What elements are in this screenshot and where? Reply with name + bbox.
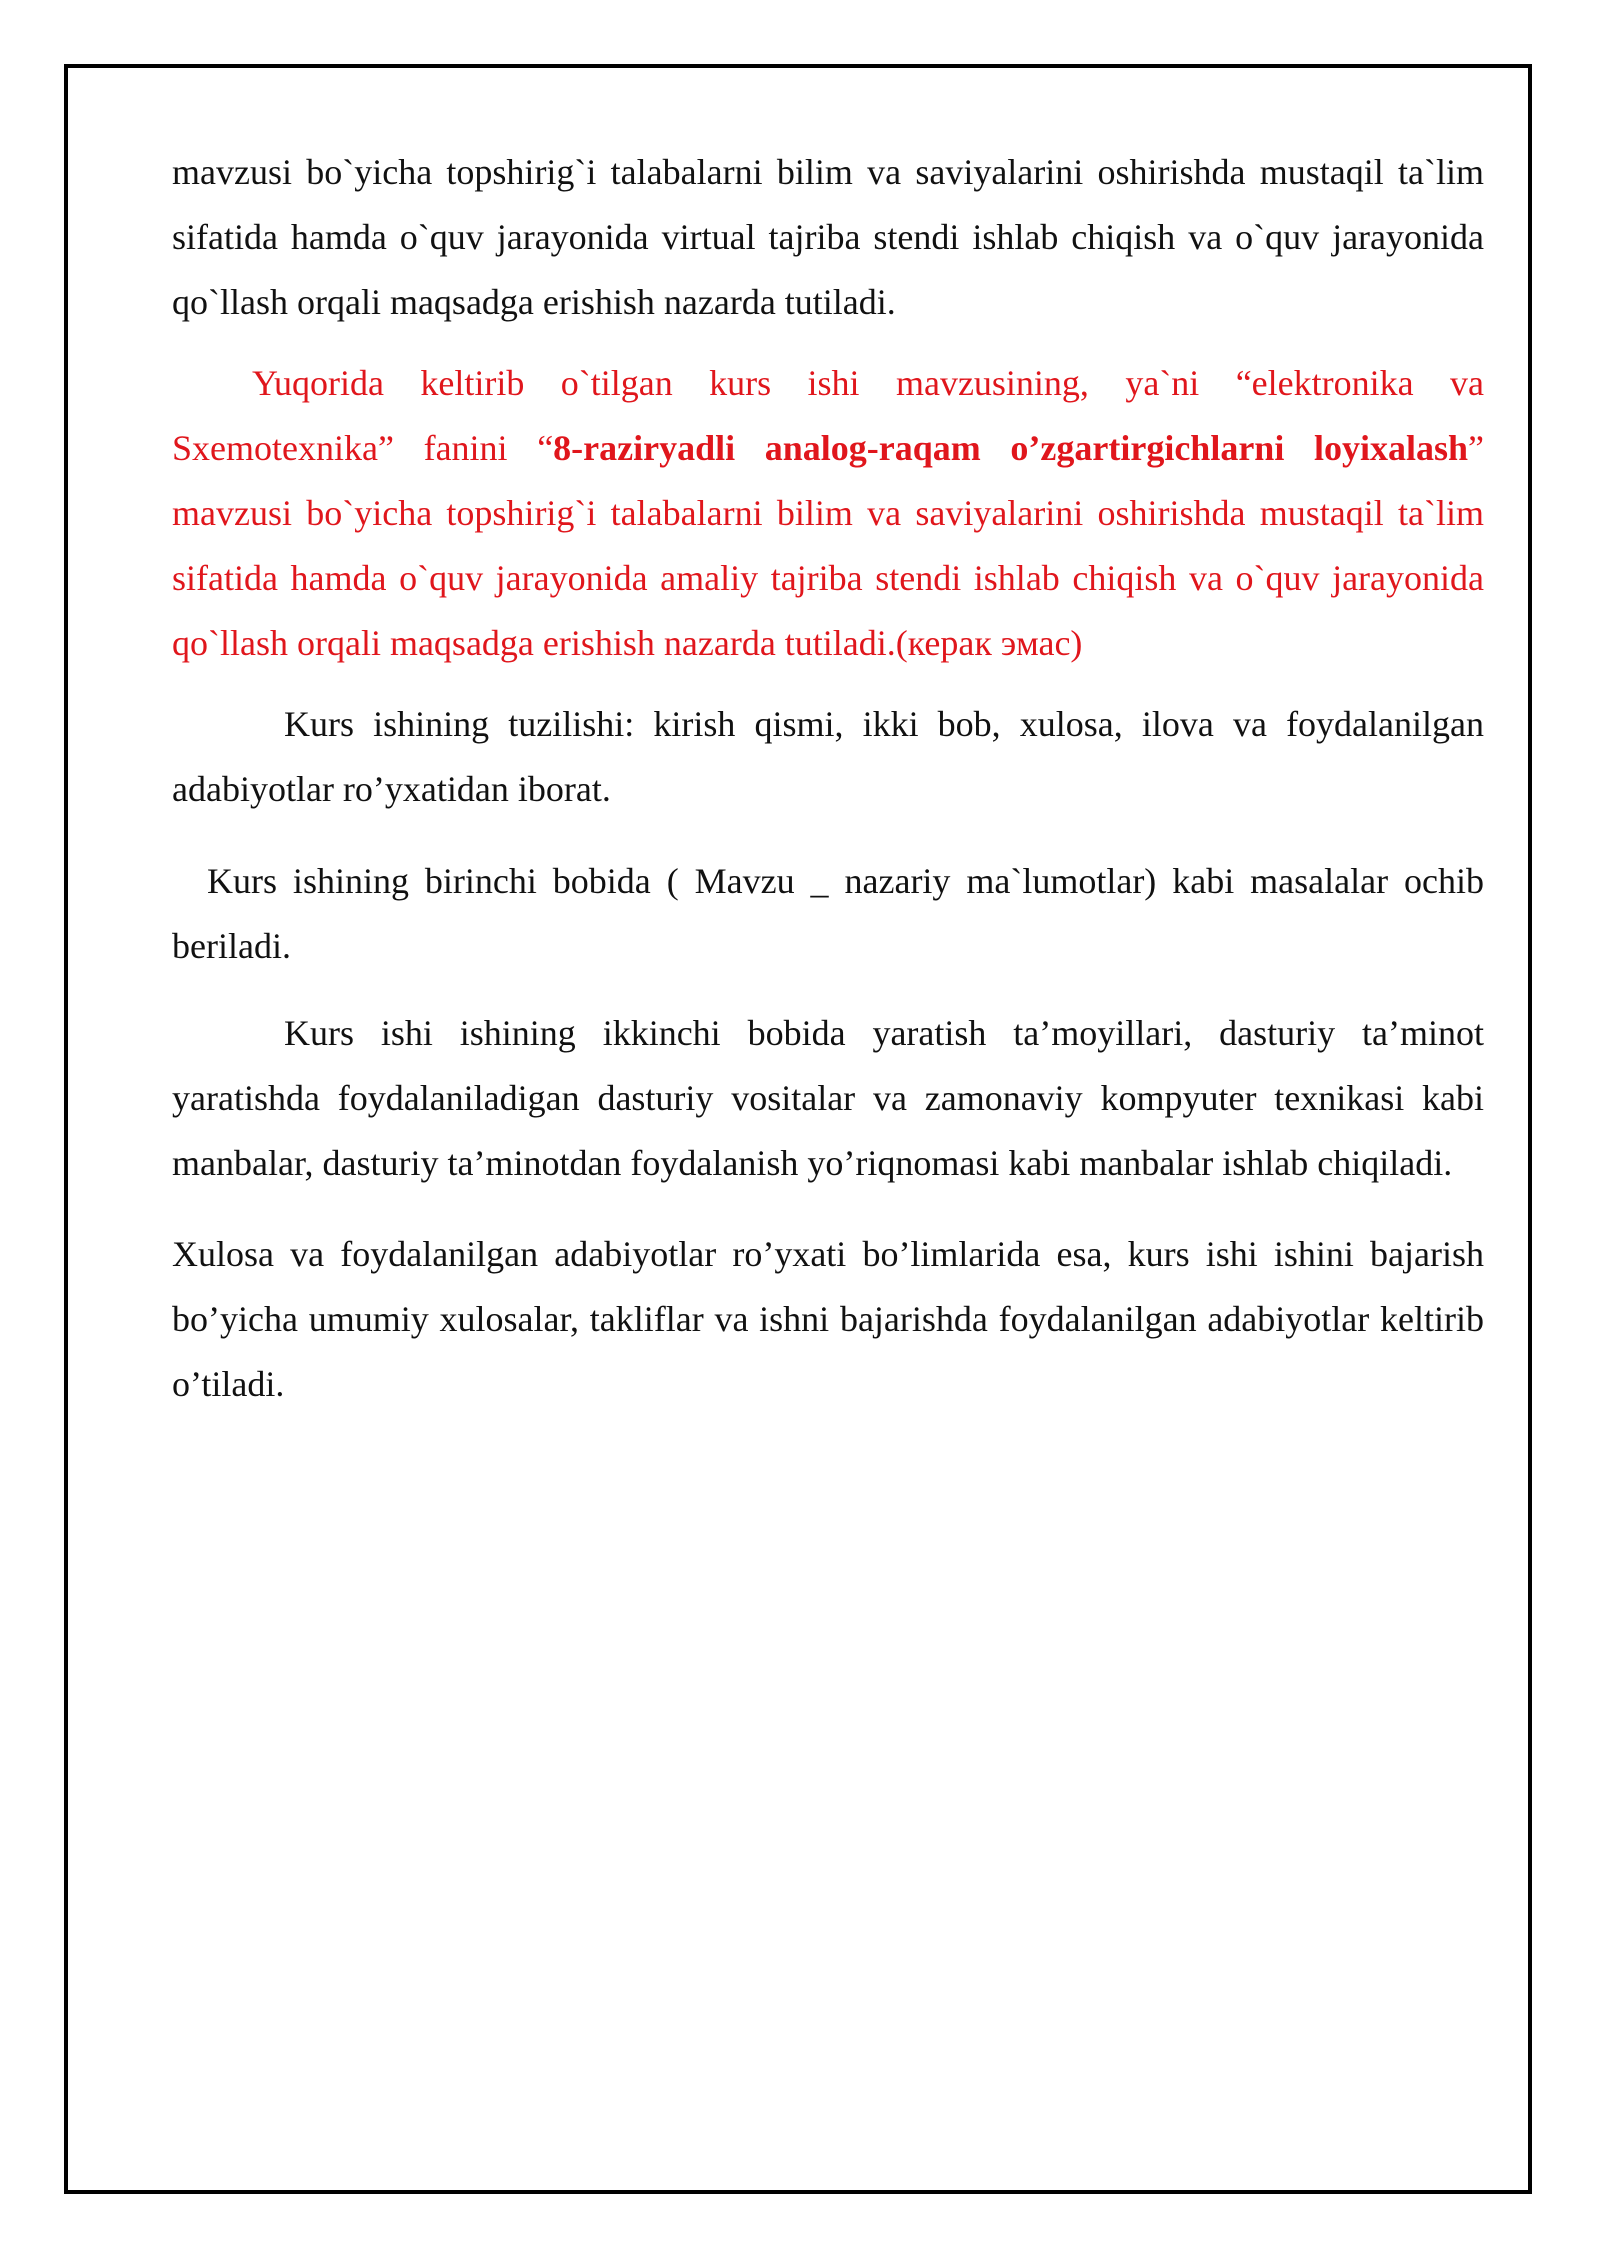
paragraph-first-chapter: Kurs ishining birinchi bobida ( Mavzu _ nazariy ma`lumotlar) kabi masalalar ochib beriladi. [172, 861, 1484, 966]
red-bold-topic-title: 8-raziryadli analog-raqam o’zgartirgichlarni loyixalash [553, 428, 1469, 468]
document-body [172, 140, 1484, 1417]
paragraph-structure: Kurs ishining tuzilishi: kirish qismi, ikki bob, xulosa, ilova va foydalanilgan adabiyotlar ro’yxatidan iborat. [172, 704, 1484, 809]
paragraph-red-highlighted [172, 351, 1484, 676]
red-text-part2: ” mavzusi bo`yicha topshirig`i talabalarni bilim va saviyalarini oshirishda mustaqil ta`lim sifatida hamda o`quv jarayonida amaliy tajriba stendi ishlab chiqish va o`quv jarayonida qo`llash orqali maqsadga erishish nazarda tutiladi.(керак эмас) [172, 428, 1484, 663]
paragraph-intro-continuation: mavzusi bo`yicha topshirig`i talabalarni bilim va saviyalarini oshirishda mustaqil ta`lim sifatida hamda o`quv jarayonida virtual tajriba stendi ishlab chiqish va o`quv jarayonida qo`llash orqali maqsadga erishish nazarda tutiladi. [172, 152, 1484, 322]
paragraph-conclusion: Xulosa va foydalanilgan adabiyotlar ro’yxati bo’limlarida esa, kurs ishi ishini bajarish bo’yicha umumiy xulosalar, takliflar va ishni bajarishda foydalanilgan adabiyotlar keltirib o’tiladi. [172, 1234, 1484, 1404]
red-text-part1: Yuqorida keltirib o`tilgan kurs ishi mavzusining, ya`ni “elektronika va Sxemotexnika” fanini “ [172, 363, 1484, 468]
paragraph-second-chapter: Kurs ishi ishining ikkinchi bobida yaratish ta’moyillari, dasturiy ta’minot yaratishda foydalaniladigan dasturiy vositalar va zamonaviy kompyuter texnikasi kabi manbalar, dasturiy ta’minotdan foydalanish yo’riqnomasi kabi manbalar ishlab chiqiladi. [172, 1013, 1484, 1183]
